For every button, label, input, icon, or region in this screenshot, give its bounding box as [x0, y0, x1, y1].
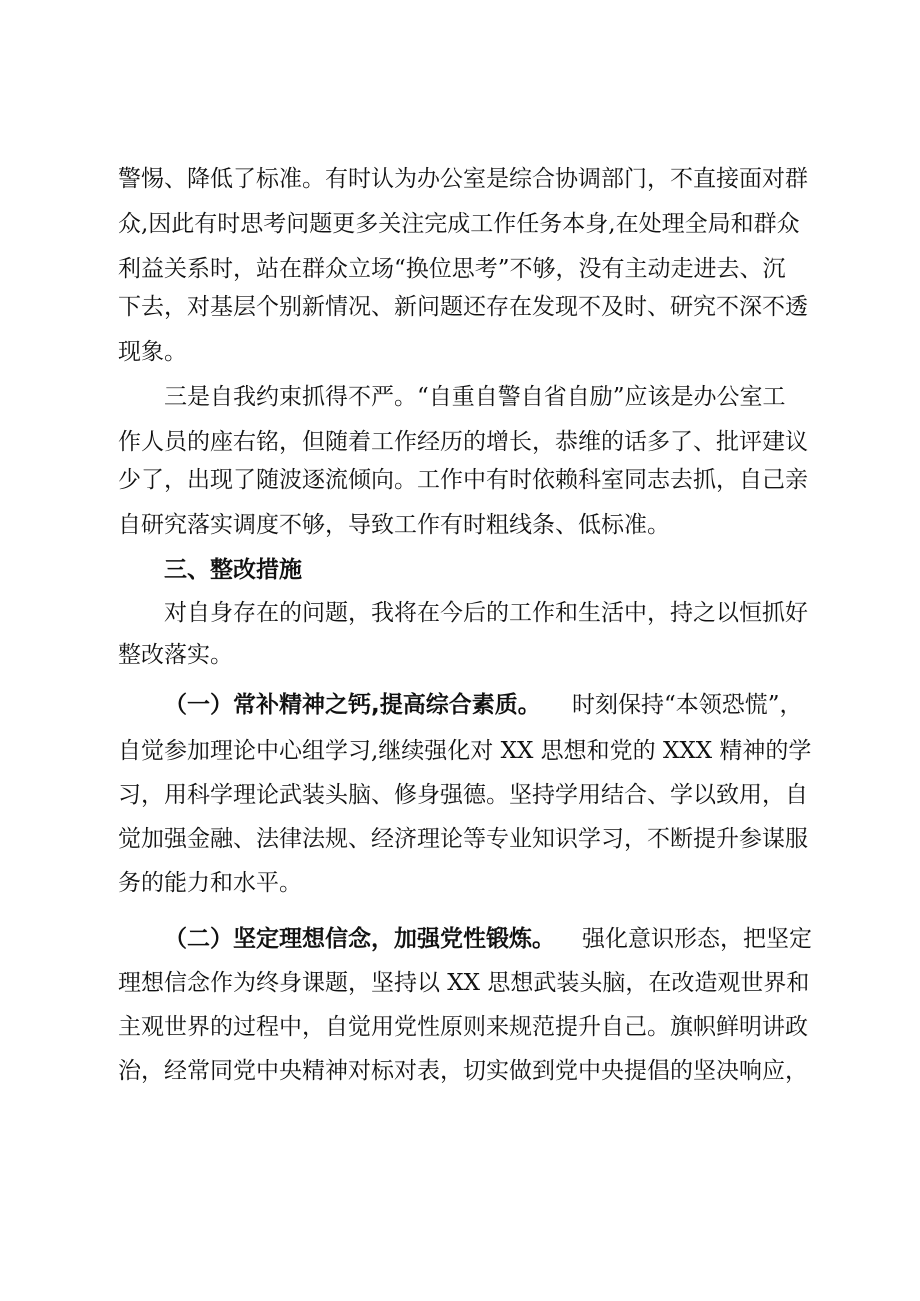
paragraph-line: [0, 465, 920, 495]
paragraph-line: [0, 382, 920, 412]
paragraph-line: [0, 640, 920, 670]
line-text: 主观世界的过程中，自觉用党性原则来规范提升自己。旗帜鲜明讲政: [118, 1014, 808, 1040]
paragraph-line: [0, 1012, 920, 1042]
paragraph-line: [0, 337, 920, 367]
line-text: 理想信念作为终身课题，坚持以 XX 思想武装头脑，在改造观世界和: [118, 970, 810, 996]
paragraph-line: [0, 824, 920, 854]
line-text: 时刻保持“本领恐慌”，: [572, 692, 803, 718]
line-text: 觉加强金融、法律法规、经济理论等专业知识学习，不断提升参谋服: [118, 826, 808, 852]
line-text: 对自身存在的问题，我将在今后的工作和生活中，持之以恒抓好: [164, 600, 808, 626]
paragraph-line: [0, 209, 920, 239]
heading-text: 三、整改措施: [164, 557, 302, 583]
line-text: 务的能力和水平。: [118, 870, 302, 896]
paragraph-line: [0, 598, 920, 628]
paragraph-line: [0, 1056, 920, 1086]
paragraph-line: [0, 968, 920, 998]
subheading-text: （一）常补精神之钙,提高综合素质。: [164, 692, 541, 718]
subheading-text: （二）坚定理想信念，加强党性锻炼。: [164, 926, 555, 952]
paragraph-line: [0, 736, 920, 766]
line-text: 习，用科学理论武装头脑、修身强德。坚持学用结合、学以致用，自: [118, 782, 808, 808]
paragraph-line: [0, 427, 920, 457]
line-text: 自觉参加理论中心组学习,继续强化对 XX 思想和党的 XXX 精神的学: [118, 738, 812, 764]
line-text: 作人员的座右铭，但随着工作经历的增长，恭维的话多了、批评建议: [118, 429, 808, 455]
line-text: 少了，出现了随波逐流倾向。工作中有时依赖科室同志去抓，自己亲: [118, 467, 808, 493]
line-text: 警惕、降低了标准。有时认为办公室是综合协调部门，不直接面对群: [118, 166, 808, 192]
line-text: 三是自我约束抓得不严。“自重自警自省自励”应该是办公室工: [164, 384, 786, 410]
line-text: 强化意识形态，把坚定: [582, 926, 812, 952]
paragraph-line: [0, 868, 920, 898]
paragraph-line: [0, 924, 920, 954]
line-text: 整改落实。: [118, 642, 233, 668]
paragraph-line: [0, 690, 920, 720]
paragraph-line: [0, 164, 920, 194]
paragraph-line: [0, 254, 920, 284]
line-text: 现象。: [118, 339, 187, 365]
line-text: 利益关系时，站在群众立场“换位思考”不够，没有主动走进去、沉: [118, 256, 786, 282]
line-text: 众,因此有时思考问题更多关注完成工作任务本身,在处理全局和群众: [118, 211, 800, 237]
section-heading: [0, 555, 920, 585]
paragraph-line: [0, 292, 920, 322]
line-text: 自研究落实调度不够，导致工作有时粗线条、低标准。: [118, 512, 670, 538]
line-text: 下去，对基层个别新情况、新问题还存在发现不及时、研究不深不透: [118, 294, 808, 320]
line-text: 治，经常同党中央精神对标对表，切实做到党中央提倡的坚决响应，: [118, 1058, 808, 1084]
paragraph-line: [0, 780, 920, 810]
paragraph-line: [0, 510, 920, 540]
